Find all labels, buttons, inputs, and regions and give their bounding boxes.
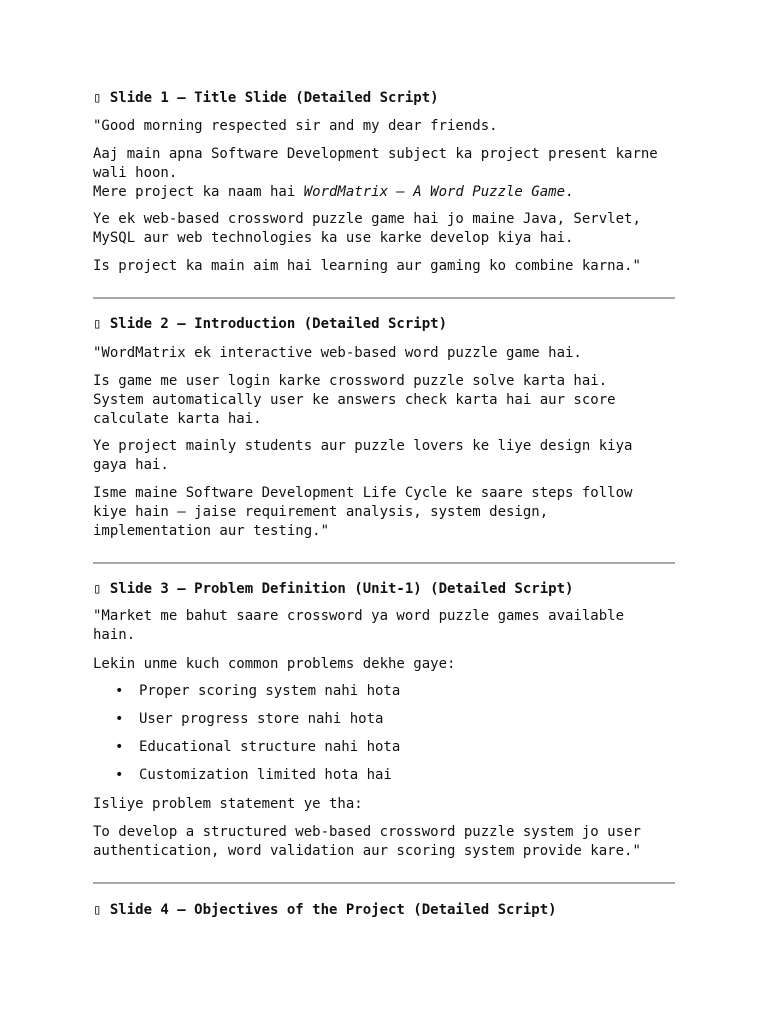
- slide-2-paragraph-3: [93, 437, 675, 475]
- slide-3-paragraph-4: [93, 823, 675, 861]
- slide-1-paragraph-3: [93, 210, 675, 248]
- slide-2-paragraph-2-line-1: Is game me user login karke crossword puzzle solve karta hai.: [93, 373, 608, 389]
- slide-3-paragraph-4-line-1: To develop a structured web-based crossword puzzle system jo user: [93, 824, 641, 840]
- slide-1-paragraph-2-line-2: wali hoon.: [93, 165, 178, 181]
- slide-1-paragraph-1: "Good morning respected sir and my dear friends.: [93, 118, 498, 134]
- slide-2-paragraph-2: [93, 372, 675, 429]
- slide-2-heading: ▯ Slide 2 – Introduction (Detailed Script): [93, 316, 448, 332]
- slide-2-paragraph-4-line-1: Isme maine Software Development Life Cycle ke saare steps follow: [93, 485, 633, 501]
- slide-3-paragraph-1-line-2: hain.: [93, 627, 136, 643]
- slide-3-paragraph-4-line-2: authentication, word validation aur scoring system provide kare.": [93, 843, 641, 859]
- slide-3-paragraph-1-line-1: "Market me bahut saare crossword ya word puzzle games available: [93, 608, 625, 624]
- project-name-suffix: .: [565, 184, 574, 200]
- slide-2-paragraph-2-line-2: System automatically user ke answers check karta hai aur score: [93, 392, 616, 408]
- list-item: • Educational structure nahi hota: [93, 738, 675, 757]
- slide-1-paragraph-4: Is project ka main aim hai learning aur gaming ko combine karna.": [93, 258, 641, 274]
- slide-1-paragraph-2-line-3: [93, 183, 675, 202]
- slide-1-heading: ▯ Slide 1 – Title Slide (Detailed Script): [93, 90, 439, 106]
- list-item: • User progress store nahi hota: [93, 710, 675, 729]
- slide-4-heading: ▯ Slide 4 – Objectives of the Project (Detailed Script): [93, 902, 557, 918]
- slide-3-heading: ▯ Slide 3 – Problem Definition (Unit-1) (Detailed Script): [93, 581, 574, 597]
- section-divider: [93, 297, 675, 299]
- section-divider: [93, 882, 675, 884]
- slide-1-paragraph-2: [93, 145, 675, 202]
- slide-2-paragraph-4-line-2: kiye hain — jaise requirement analysis, system design,: [93, 504, 549, 520]
- slide-3-paragraph-2: Lekin unme kuch common problems dekhe gaye:: [93, 656, 456, 672]
- list-item: • Customization limited hota hai: [93, 766, 675, 785]
- problem-list: [93, 682, 675, 785]
- slide-1-paragraph-3-line-1: Ye ek web-based crossword puzzle game hai jo maine Java, Servlet,: [93, 211, 641, 227]
- project-name-prefix: Mere project ka naam hai: [93, 184, 304, 200]
- slide-1-paragraph-2-line-1: Aaj main apna Software Development subject ka project present karne: [93, 146, 658, 162]
- slide-2-paragraph-2-line-3: calculate karta hai.: [93, 411, 262, 427]
- list-item: • Proper scoring system nahi hota: [93, 682, 675, 701]
- slide-1-paragraph-3-line-2: MySQL aur web technologies ka use karke develop kiya hai.: [93, 230, 574, 246]
- slide-2-paragraph-1: "WordMatrix ek interactive web-based word puzzle game hai.: [93, 345, 582, 361]
- slide-3-paragraph-3: Isliye problem statement ye tha:: [93, 796, 363, 812]
- project-name: WordMatrix – A Word Puzzle Game: [303, 184, 566, 200]
- section-divider: [93, 562, 675, 564]
- slide-3-paragraph-1: [93, 607, 675, 645]
- slide-2-paragraph-4: [93, 484, 675, 541]
- slide-2-paragraph-3-line-1: Ye project mainly students aur puzzle lovers ke liye design kiya: [93, 438, 633, 454]
- slide-2-paragraph-3-line-2: gaya hai.: [93, 457, 169, 473]
- slide-2-paragraph-4-line-3: implementation aur testing.": [93, 523, 330, 539]
